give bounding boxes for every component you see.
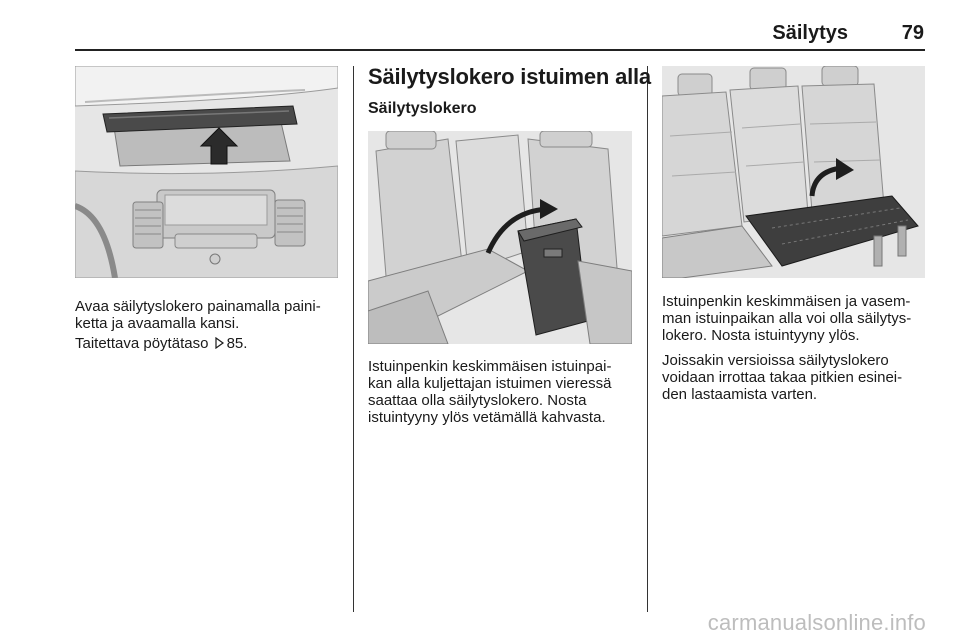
col3-paragraph-2: Joissakin versioissa säilytyslokero voidaan irrottaa takaa pitkien esinei- den lastaamista varten. bbox=[662, 352, 903, 403]
watermark: carmanualsonline.info bbox=[707, 610, 926, 635]
page-reference-icon bbox=[213, 335, 227, 352]
col1-paragraph-2-text: Taitettava pöytätaso bbox=[75, 335, 209, 352]
section-subheading: Säilytyslokero bbox=[368, 100, 477, 117]
driver-seat-storage-illustration bbox=[368, 131, 632, 344]
running-header-title: Säilytys bbox=[772, 22, 848, 44]
bench-seat-storage-illustration bbox=[662, 66, 925, 278]
page-reference-link[interactable]: 85. bbox=[226, 335, 248, 352]
col3-paragraph-1: Istuinpenkin keskimmäisen ja vasem- man istuinpaikan alla voi olla säilytys- lokero. Nosta istuintyyny ylös. bbox=[662, 293, 912, 344]
page-number: 79 bbox=[901, 22, 924, 44]
col2-paragraph-1: Istuinpenkin keskimmäisen istuinpai- kan alla kuljettajan istuimen vieressä saattaa olla säilytyslokero. Nosta istuintyyny ylös vetämällä kahvasta. bbox=[368, 358, 612, 426]
dashboard-storage-illustration bbox=[75, 66, 338, 278]
col1-paragraph-2 bbox=[75, 335, 345, 352]
col1-paragraph-1: Avaa säilytyslokero painamalla paini- ketta ja avaamalla kansi. bbox=[75, 298, 321, 332]
header-rule bbox=[75, 49, 925, 51]
section-heading: Säilytyslokero istuimen alla bbox=[368, 64, 651, 89]
column-divider-left bbox=[353, 66, 354, 612]
column-divider-right bbox=[647, 66, 648, 612]
